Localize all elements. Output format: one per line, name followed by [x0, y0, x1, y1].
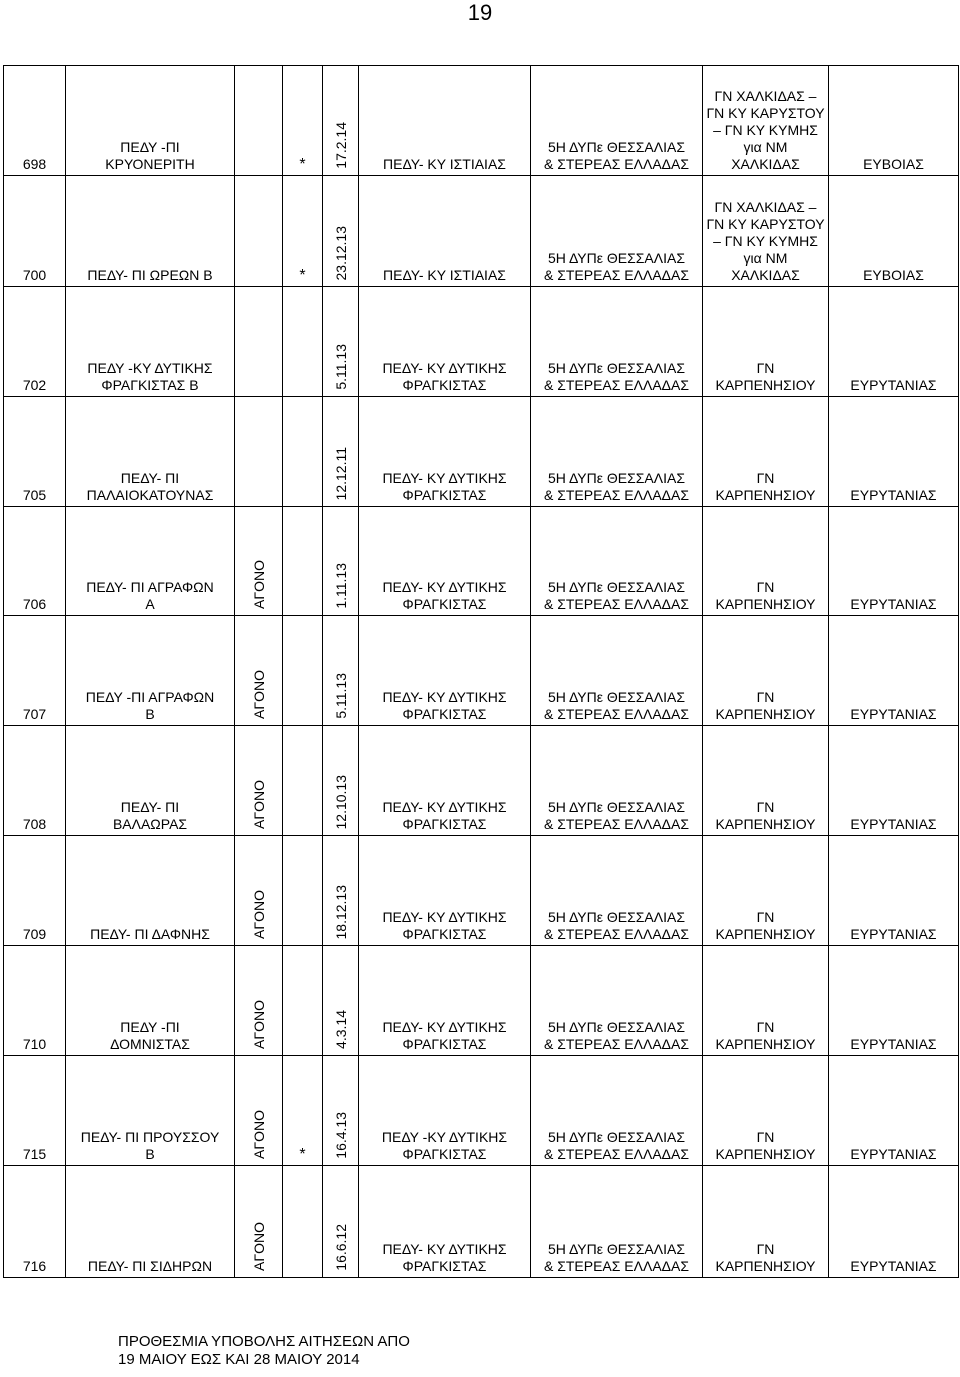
- cell-school: [66, 176, 235, 287]
- cell-region: [531, 66, 703, 176]
- cell-date-text: 5.11.13: [332, 673, 349, 719]
- cell-region: [531, 616, 703, 726]
- cell-prefecture-text: ΕΥΡΥΤΑΝΙΑΣ: [850, 377, 937, 393]
- cell-school-text: ΠΕΔΥ- ΠΙ ΔΑΦΝΗΣ: [90, 926, 210, 942]
- cell-school: [66, 287, 235, 397]
- cell-region-text: 5Η ΔΥΠε ΘΕΣΣΑΛΙΑΣ & ΣΤΕΡΕΑΣ ΕΛΛΑΔΑΣ: [543, 1019, 690, 1052]
- table-row: [4, 946, 959, 1056]
- cell-date-text: 18.12.13: [332, 884, 349, 939]
- cell-school-text: ΠΕΔΥ- ΠΙ ΑΓΡΑΦΩΝ Α: [86, 579, 214, 612]
- cell-hospital: [703, 66, 829, 176]
- cell-date: [323, 726, 359, 836]
- cell-unit-text: ΠΕΔΥ- ΚΥ ΔΥΤΙΚΗΣ ΦΡΑΓΚΙΣΤΑΣ: [382, 1019, 507, 1052]
- cell-hospital: [703, 836, 829, 946]
- cell-unit-text: ΠΕΔΥ- ΚΥ ΔΥΤΙΚΗΣ ΦΡΑΓΚΙΣΤΑΣ: [382, 799, 507, 832]
- cell-number: [4, 836, 66, 946]
- cell-date-text: 1.11.13: [332, 563, 349, 609]
- cell-date-text: 17.2.14: [332, 122, 349, 169]
- cell-school: [66, 507, 235, 616]
- cell-date: [323, 176, 359, 287]
- cell-hospital-text: ΓΝ ΚΑΡΠΕΝΗΣΙΟΥ: [715, 470, 816, 503]
- cell-number: [4, 66, 66, 176]
- cell-unit-text: ΠΕΔΥ- ΚΥ ΙΣΤΙΑΙΑΣ: [383, 156, 506, 172]
- cell-number: [4, 616, 66, 726]
- cell-number: [4, 946, 66, 1056]
- cell-status-text: ΑΓΟΝΟ: [250, 1110, 267, 1159]
- cell-school: [66, 836, 235, 946]
- table-row: [4, 616, 959, 726]
- cell-hospital-text: ΓΝ ΚΑΡΠΕΝΗΣΙΟΥ: [715, 799, 816, 832]
- cell-region-text: 5Η ΔΥΠε ΘΕΣΣΑΛΙΑΣ & ΣΤΕΡΕΑΣ ΕΛΛΑΔΑΣ: [543, 1129, 690, 1162]
- cell-mark: [283, 616, 323, 726]
- cell-prefecture: [829, 507, 959, 616]
- cell-number-text: 708: [22, 816, 47, 832]
- cell-status: [235, 616, 283, 726]
- positions-table: [3, 65, 959, 1278]
- cell-school-text: ΠΕΔΥ -ΠΙ ΚΡΥΟΝΕΡΙΤΗ: [105, 139, 195, 172]
- cell-mark-text: *: [299, 156, 306, 173]
- cell-prefecture-text: ΕΥΒΟΙΑΣ: [863, 267, 924, 283]
- cell-school-text: ΠΕΔΥ -ΚΥ ΔΥΤΙΚΗΣ ΦΡΑΓΚΙΣΤΑΣ Β: [87, 360, 213, 393]
- cell-prefecture-text: ΕΥΡΥΤΑΝΙΑΣ: [850, 926, 937, 942]
- cell-hospital: [703, 397, 829, 507]
- cell-date: [323, 836, 359, 946]
- cell-region: [531, 1056, 703, 1166]
- cell-region: [531, 507, 703, 616]
- cell-unit-text: ΠΕΔΥ- ΚΥ ΔΥΤΙΚΗΣ ΦΡΑΓΚΙΣΤΑΣ: [382, 470, 507, 503]
- cell-school: [66, 1056, 235, 1166]
- cell-prefecture: [829, 287, 959, 397]
- cell-number: [4, 1166, 66, 1278]
- cell-prefecture: [829, 616, 959, 726]
- cell-status: [235, 1166, 283, 1278]
- cell-status: [235, 507, 283, 616]
- cell-mark: [283, 287, 323, 397]
- cell-number-text: 707: [22, 706, 47, 722]
- cell-mark: [283, 1056, 323, 1166]
- cell-hospital-text: ΓΝ ΚΑΡΠΕΝΗΣΙΟΥ: [715, 1241, 816, 1274]
- cell-date-text: 23.12.13: [332, 225, 349, 280]
- cell-region-text: 5Η ΔΥΠε ΘΕΣΣΑΛΙΑΣ & ΣΤΕΡΕΑΣ ΕΛΛΑΔΑΣ: [543, 250, 690, 283]
- cell-region: [531, 397, 703, 507]
- table-row: [4, 726, 959, 836]
- cell-prefecture-text: ΕΥΡΥΤΑΝΙΑΣ: [850, 1036, 937, 1052]
- cell-unit: [359, 507, 531, 616]
- cell-hospital: [703, 946, 829, 1056]
- cell-status-text: ΑΓΟΝΟ: [250, 1000, 267, 1049]
- cell-date: [323, 66, 359, 176]
- cell-hospital: [703, 1166, 829, 1278]
- cell-number-text: 710: [22, 1036, 47, 1052]
- cell-hospital-text: ΓΝ ΧΑΛΚΙΔΑΣ – ΓΝ ΚΥ ΚΑΡΥΣΤΟΥ – ΓΝ ΚΥ ΚΥΜΗΣ για ΝΜ ΧΑΛΚΙΔΑΣ: [706, 88, 825, 172]
- cell-date: [323, 507, 359, 616]
- cell-unit: [359, 726, 531, 836]
- cell-region-text: 5Η ΔΥΠε ΘΕΣΣΑΛΙΑΣ & ΣΤΕΡΕΑΣ ΕΛΛΑΔΑΣ: [543, 689, 690, 722]
- cell-status-text: ΑΓΟΝΟ: [250, 670, 267, 719]
- cell-unit: [359, 66, 531, 176]
- cell-prefecture-text: ΕΥΡΥΤΑΝΙΑΣ: [850, 1258, 937, 1274]
- cell-region-text: 5Η ΔΥΠε ΘΕΣΣΑΛΙΑΣ & ΣΤΕΡΕΑΣ ΕΛΛΑΔΑΣ: [543, 579, 690, 612]
- cell-unit: [359, 946, 531, 1056]
- cell-mark: [283, 1166, 323, 1278]
- cell-hospital: [703, 726, 829, 836]
- cell-number: [4, 287, 66, 397]
- cell-number-text: 700: [22, 267, 47, 283]
- table-row: [4, 507, 959, 616]
- table-row: [4, 836, 959, 946]
- cell-hospital-text: ΓΝ ΚΑΡΠΕΝΗΣΙΟΥ: [715, 579, 816, 612]
- cell-number-text: 709: [22, 926, 47, 942]
- cell-region-text: 5Η ΔΥΠε ΘΕΣΣΑΛΙΑΣ & ΣΤΕΡΕΑΣ ΕΛΛΑΔΑΣ: [543, 139, 690, 172]
- cell-status: [235, 836, 283, 946]
- cell-unit-text: ΠΕΔΥ- ΚΥ ΔΥΤΙΚΗΣ ΦΡΑΓΚΙΣΤΑΣ: [382, 579, 507, 612]
- cell-date-text: 5.11.13: [332, 344, 349, 390]
- cell-status-text: ΑΓΟΝΟ: [250, 560, 267, 609]
- cell-school: [66, 946, 235, 1056]
- cell-region: [531, 946, 703, 1056]
- cell-mark: [283, 66, 323, 176]
- table-body: [4, 66, 959, 1278]
- cell-hospital: [703, 507, 829, 616]
- table-row: [4, 66, 959, 176]
- cell-unit-text: ΠΕΔΥ -ΚΥ ΔΥΤΙΚΗΣ ΦΡΑΓΚΙΣΤΑΣ: [381, 1129, 508, 1162]
- cell-hospital: [703, 616, 829, 726]
- cell-mark-text: *: [299, 267, 306, 284]
- cell-hospital-text: ΓΝ ΚΑΡΠΕΝΗΣΙΟΥ: [715, 1129, 816, 1162]
- cell-prefecture: [829, 836, 959, 946]
- cell-region-text: 5Η ΔΥΠε ΘΕΣΣΑΛΙΑΣ & ΣΤΕΡΕΑΣ ΕΛΛΑΔΑΣ: [543, 360, 690, 393]
- cell-mark: [283, 946, 323, 1056]
- cell-prefecture-text: ΕΥΡΥΤΑΝΙΑΣ: [850, 706, 937, 722]
- cell-status: [235, 176, 283, 287]
- cell-school: [66, 616, 235, 726]
- table-row: [4, 287, 959, 397]
- cell-school-text: ΠΕΔΥ- ΠΙ ΠΡΟΥΣΣΟΥ Β: [80, 1129, 220, 1162]
- cell-prefecture-text: ΕΥΡΥΤΑΝΙΑΣ: [850, 487, 937, 503]
- cell-hospital: [703, 176, 829, 287]
- cell-number-text: 702: [22, 377, 47, 393]
- cell-date: [323, 946, 359, 1056]
- cell-school-text: ΠΕΔΥ -ΠΙ ΑΓΡΑΦΩΝ Β: [85, 689, 215, 722]
- cell-unit: [359, 287, 531, 397]
- cell-unit: [359, 1056, 531, 1166]
- cell-prefecture: [829, 66, 959, 176]
- cell-unit-text: ΠΕΔΥ- ΚΥ ΔΥΤΙΚΗΣ ΦΡΑΓΚΙΣΤΑΣ: [382, 689, 507, 722]
- cell-region: [531, 726, 703, 836]
- cell-date: [323, 287, 359, 397]
- cell-number-text: 715: [22, 1146, 47, 1162]
- cell-region: [531, 1166, 703, 1278]
- cell-school: [66, 397, 235, 507]
- cell-hospital: [703, 1056, 829, 1166]
- cell-prefecture-text: ΕΥΒΟΙΑΣ: [863, 156, 924, 172]
- cell-unit-text: ΠΕΔΥ- ΚΥ ΔΥΤΙΚΗΣ ΦΡΑΓΚΙΣΤΑΣ: [382, 360, 507, 393]
- cell-date: [323, 397, 359, 507]
- cell-prefecture: [829, 176, 959, 287]
- cell-mark: [283, 836, 323, 946]
- cell-school: [66, 66, 235, 176]
- cell-status-text: ΑΓΟΝΟ: [250, 1222, 267, 1271]
- cell-school: [66, 1166, 235, 1278]
- cell-region-text: 5Η ΔΥΠε ΘΕΣΣΑΛΙΑΣ & ΣΤΕΡΕΑΣ ΕΛΛΑΔΑΣ: [543, 470, 690, 503]
- cell-date-text: 12.10.13: [332, 774, 349, 829]
- cell-school-text: ΠΕΔΥ- ΠΙ ΩΡΕΩΝ Β: [87, 267, 213, 283]
- cell-prefecture-text: ΕΥΡΥΤΑΝΙΑΣ: [850, 816, 937, 832]
- cell-number: [4, 726, 66, 836]
- cell-unit: [359, 397, 531, 507]
- cell-unit: [359, 836, 531, 946]
- cell-status: [235, 726, 283, 836]
- cell-hospital-text: ΓΝ ΚΑΡΠΕΝΗΣΙΟΥ: [715, 909, 816, 942]
- cell-number: [4, 176, 66, 287]
- cell-number-text: 705: [22, 487, 47, 503]
- cell-date-text: 12.12.11: [332, 446, 349, 500]
- table-row: [4, 1056, 959, 1166]
- cell-date: [323, 1056, 359, 1166]
- cell-status-text: ΑΓΟΝΟ: [250, 890, 267, 939]
- cell-status: [235, 1056, 283, 1166]
- page-number: 19: [467, 0, 493, 25]
- table-row: [4, 176, 959, 287]
- cell-number-text: 706: [22, 596, 47, 612]
- table-row: [4, 1166, 959, 1278]
- cell-prefecture: [829, 397, 959, 507]
- cell-region: [531, 176, 703, 287]
- cell-mark: [283, 176, 323, 287]
- cell-region-text: 5Η ΔΥΠε ΘΕΣΣΑΛΙΑΣ & ΣΤΕΡΕΑΣ ΕΛΛΑΔΑΣ: [543, 909, 690, 942]
- cell-region-text: 5Η ΔΥΠε ΘΕΣΣΑΛΙΑΣ & ΣΤΕΡΕΑΣ ΕΛΛΑΔΑΣ: [543, 1241, 690, 1274]
- cell-unit-text: ΠΕΔΥ- ΚΥ ΔΥΤΙΚΗΣ ΦΡΑΓΚΙΣΤΑΣ: [382, 909, 507, 942]
- cell-mark: [283, 726, 323, 836]
- cell-prefecture: [829, 1056, 959, 1166]
- cell-date-text: 4.3.14: [332, 1010, 349, 1049]
- cell-date: [323, 616, 359, 726]
- cell-unit-text: ΠΕΔΥ- ΚΥ ΙΣΤΙΑΙΑΣ: [383, 267, 506, 283]
- cell-mark-text: *: [299, 1146, 306, 1163]
- cell-school-text: ΠΕΔΥ- ΠΙ ΠΑΛΑΙΟΚΑΤΟΥΝΑΣ: [86, 470, 214, 503]
- cell-status-text: ΑΓΟΝΟ: [250, 780, 267, 829]
- cell-prefecture: [829, 726, 959, 836]
- cell-unit: [359, 616, 531, 726]
- cell-mark: [283, 507, 323, 616]
- cell-status: [235, 66, 283, 176]
- cell-mark: [283, 397, 323, 507]
- cell-prefecture: [829, 946, 959, 1056]
- cell-status: [235, 397, 283, 507]
- cell-number: [4, 397, 66, 507]
- cell-date-text: 16.6.12: [332, 1224, 349, 1271]
- cell-hospital-text: ΓΝ ΧΑΛΚΙΔΑΣ – ΓΝ ΚΥ ΚΑΡΥΣΤΟΥ – ΓΝ ΚΥ ΚΥΜΗΣ για ΝΜ ΧΑΛΚΙΔΑΣ: [706, 199, 825, 283]
- cell-school-text: ΠΕΔΥ- ΠΙ ΒΑΛΑΩΡΑΣ: [112, 799, 188, 832]
- cell-prefecture: [829, 1166, 959, 1278]
- cell-number: [4, 1056, 66, 1166]
- cell-region: [531, 287, 703, 397]
- cell-prefecture-text: ΕΥΡΥΤΑΝΙΑΣ: [850, 596, 937, 612]
- cell-prefecture-text: ΕΥΡΥΤΑΝΙΑΣ: [850, 1146, 937, 1162]
- cell-status: [235, 287, 283, 397]
- cell-date-text: 16.4.13: [332, 1112, 349, 1159]
- cell-hospital-text: ΓΝ ΚΑΡΠΕΝΗΣΙΟΥ: [715, 689, 816, 722]
- deadline-footer: ΠΡΟΘΕΣΜΙΑ ΥΠΟΒΟΛΗΣ ΑΙΤΗΣΕΩΝ ΑΠΟ 19 ΜΑΙΟΥ ΕΩΣ ΚΑΙ 28 ΜΑΙΟΥ 2014: [118, 1333, 410, 1368]
- cell-unit-text: ΠΕΔΥ- ΚΥ ΔΥΤΙΚΗΣ ΦΡΑΓΚΙΣΤΑΣ: [382, 1241, 507, 1274]
- cell-status: [235, 946, 283, 1056]
- cell-school-text: ΠΕΔΥ- ΠΙ ΣΙΔΗΡΩΝ: [87, 1258, 213, 1274]
- cell-region-text: 5Η ΔΥΠε ΘΕΣΣΑΛΙΑΣ & ΣΤΕΡΕΑΣ ΕΛΛΑΔΑΣ: [543, 799, 690, 832]
- cell-hospital-text: ΓΝ ΚΑΡΠΕΝΗΣΙΟΥ: [715, 1019, 816, 1052]
- cell-number-text: 716: [22, 1258, 47, 1274]
- cell-school: [66, 726, 235, 836]
- cell-number: [4, 507, 66, 616]
- cell-hospital-text: ΓΝ ΚΑΡΠΕΝΗΣΙΟΥ: [715, 360, 816, 393]
- cell-region: [531, 836, 703, 946]
- cell-date: [323, 1166, 359, 1278]
- cell-unit: [359, 176, 531, 287]
- cell-hospital: [703, 287, 829, 397]
- cell-unit: [359, 1166, 531, 1278]
- cell-school-text: ΠΕΔΥ -ΠΙ ΔΟΜΝΙΣΤΑΣ: [110, 1019, 190, 1052]
- cell-number-text: 698: [22, 156, 47, 172]
- table-row: [4, 397, 959, 507]
